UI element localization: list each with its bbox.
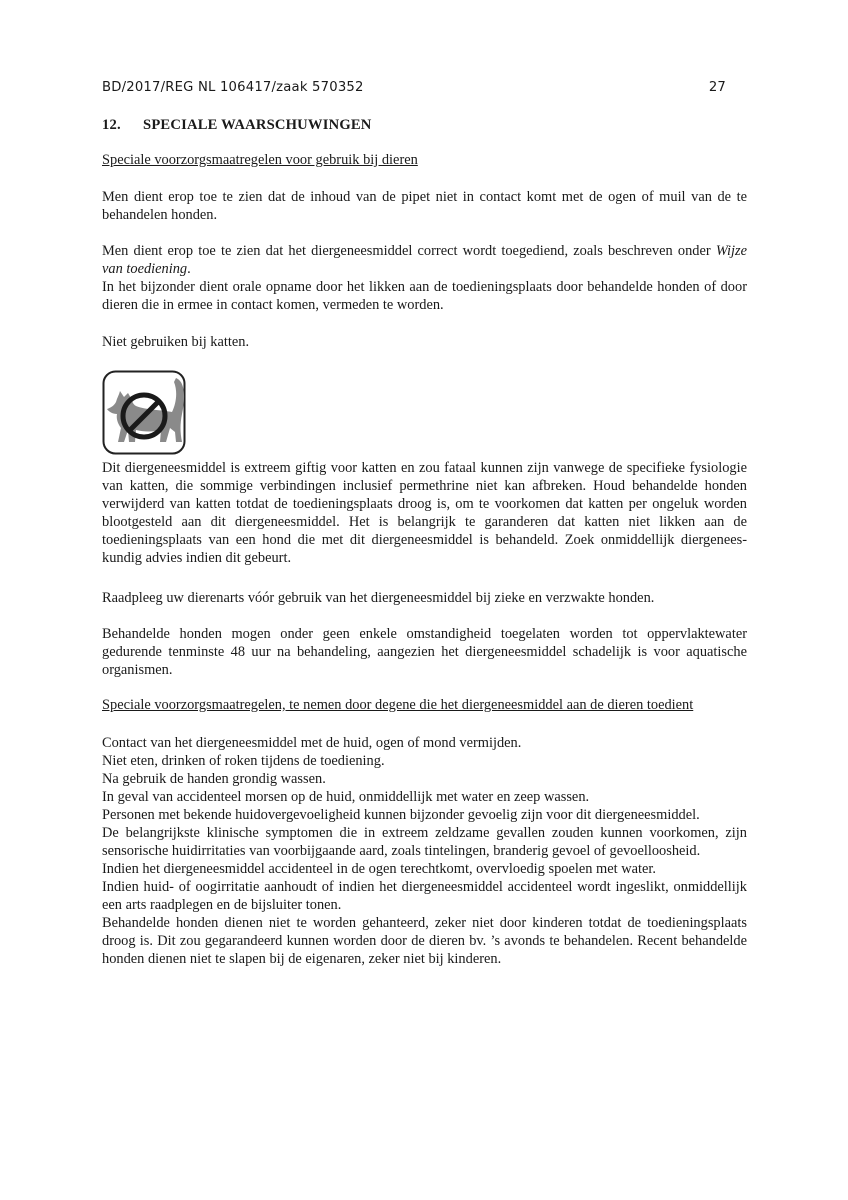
administration-text: Men dient erop toe te zien dat het diergeneesmiddel correct wordt toegediend, zoals beschreven onder — [102, 243, 716, 259]
list-item: Indien het diergeneesmiddel accidenteel in de ogen terechtkomt, overvloedig spoelen met water. — [102, 861, 656, 877]
list-item: Indien huid- of oogirritatie aanhoudt of indien het diergeneesmiddel accidenteel wordt ingeslikt, onmiddellijk een arts raadplegen en de bijsluiter tonen. — [102, 879, 747, 913]
no-cats-icon — [102, 370, 186, 455]
document-reference: BD/2017/REG NL 106417/zaak 570352 — [102, 80, 364, 95]
precautions-list — [102, 734, 747, 968]
list-item: Personen met bekende huidovergevoeligheid kunnen bijzonder gevoelig zijn voor dit diergeneesmiddel. — [102, 807, 700, 823]
paragraph-consult-vet: Raadpleeg uw dierenarts vóór gebruik van het diergeneesmiddel bij zieke en verzwakte honden. — [102, 590, 655, 606]
administration-reference: Wijze van toediening — [102, 243, 747, 277]
section-number: 12. — [102, 117, 121, 133]
paragraph-toxic-for-cats: Dit diergeneesmiddel is extreem giftig voor katten en zou fataal kunnen zijn vanwege de specifieke fysiologie van katten, die sommige verbindingen inclusief permethrine niet kan afbreken. Houd behandelde honden verwijderd van katten totdat de toedieningsplaats droog is, om te voorkomen dat katten per ongeluk worden blootgesteld aan dit diergeneesmiddel. Het is belangrijk te garanderen dat katten niet likken aan de toedieningsplaats van een hond die met dit diergeneesmiddel is behandeld. Zoek onmiddellijk diergenees-kundig advies indien dit gebeurt. — [102, 460, 747, 566]
section-title: SPECIALE WAARSCHUWINGEN — [143, 117, 372, 133]
list-item: Contact van het diergeneesmiddel met de huid, ogen of mond vermijden. — [102, 735, 522, 751]
list-item: Behandelde honden dienen niet te worden gehanteerd, zeker niet door kinderen totdat de toedieningsplaats droog is. Dit zou gegarandeerd kunnen worden door de dieren bv. ’s avonds te behandelen. Recent behandelde honden dienen niet te slapen bij de eigenaren, zeker niet bij kinderen. — [102, 915, 747, 967]
subsection-heading-administrator: Speciale voorzorgsmaatregelen, te nemen door degene die het diergeneesmiddel aan de dieren toedient — [102, 697, 694, 713]
section-heading — [102, 117, 372, 134]
paragraph-pipet-contact: Men dient erop toe te zien dat de inhoud van de pipet niet in contact komt met de ogen of muil van de te behandelen honden. — [102, 189, 747, 223]
list-item: De belangrijkste klinische symptomen die in extreem zeldzame gevallen zouden kunnen voorkomen, zijn sensorische huidirritaties van voorbijgaande aard, zoals tintelingen, branderig gevoel of gevoelloosheid. — [102, 825, 747, 859]
page-number: 27 — [708, 80, 726, 95]
list-item: Niet eten, drinken of roken tijdens de toediening. — [102, 753, 385, 769]
paragraph-surface-water: Behandelde honden mogen onder geen enkele omstandigheid toegelaten worden tot oppervlaktewater gedurende tenminste 48 uur na behandeling, aangezien het diergeneesmiddel schadelijk is voor aquatische organismen. — [102, 626, 747, 678]
paragraph-correct-administration: Men dient erop toe te zien dat het diergeneesmiddel correct wordt toegediend, zoals beschreven onder Wijze van toediening. — [102, 243, 747, 277]
paragraph-oral-intake: In het bijzonder dient orale opname door het likken aan de toedieningsplaats door behandelde honden of door dieren die in ermee in contact komen, vermeden te worden. — [102, 279, 747, 313]
subsection-heading-animals: Speciale voorzorgsmaatregelen voor gebruik bij dieren — [102, 152, 418, 168]
list-item: In geval van accidenteel morsen op de huid, onmiddellijk met water en zeep wassen. — [102, 789, 590, 805]
list-item: Na gebruik de handen grondig wassen. — [102, 771, 326, 787]
paragraph-not-for-cats: Niet gebruiken bij katten. — [102, 334, 250, 350]
